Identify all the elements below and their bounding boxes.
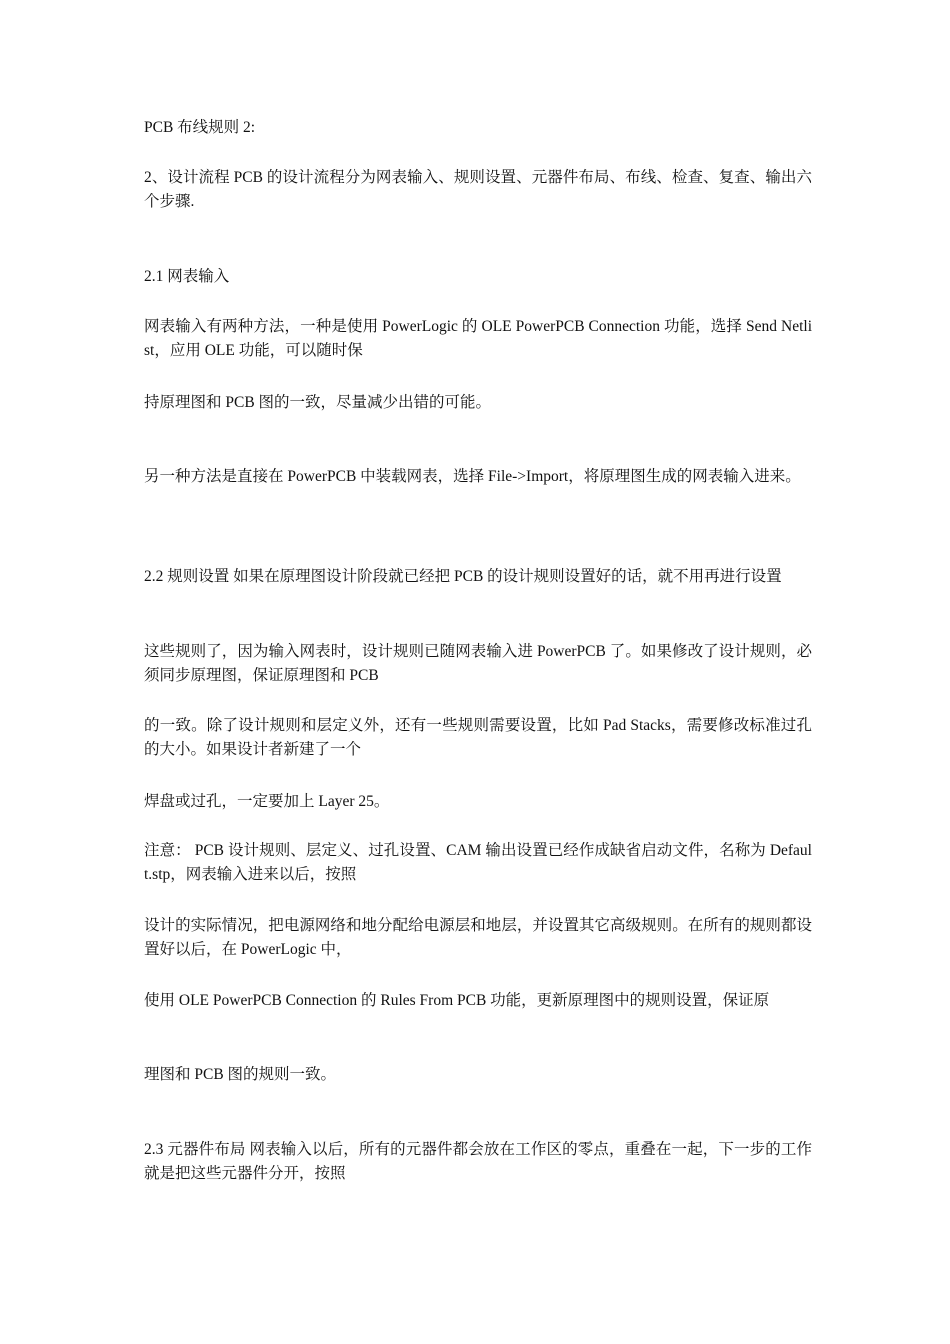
paragraph-rules-from-pcb: 使用 OLE PowerPCB Connection 的 Rules From PCB 功能，更新原理图中的规则设置，保证原 xyxy=(144,992,770,1009)
paragraph-rules-sync: 这些规则了，因为输入网表时，设计规则已随网表输入进 PowerPCB 了。如果修改了设计规则，必须同步原理图，保证原理图和 PCB xyxy=(144,643,812,684)
section-heading-component-placement: 2.3 元器件布局 网表输入以后，所有的元器件都会放在工作区的零点，重叠在一起，下一步的工作就是把这些元器件分开，按照 xyxy=(144,1141,812,1182)
paragraph-note-default-stp: 注意： PCB 设计规则、层定义、过孔设置、CAM 输出设置已经作成缺省启动文件，名称为 Default.stp，网表输入进来以后，按照 xyxy=(144,842,812,883)
paragraph-netlist-import: 另一种方法是直接在 PowerPCB 中装载网表，选择 File->Import，将原理图生成的网表输入进来。 xyxy=(144,468,801,485)
section-heading-rule-settings: 2.2 规则设置 如果在原理图设计阶段就已经把 PCB 的设计规则设置好的话，就不用再进行设置 xyxy=(144,568,782,585)
paragraph-rules-consistency: 理图和 PCB 图的规则一致。 xyxy=(144,1066,337,1083)
paragraph-netlist-methods: 网表输入有两种方法，一种是使用 PowerLogic 的 OLE PowerPCB Connection 功能，选择 Send Netlist，应用 OLE 功能，可以随时保 xyxy=(144,318,812,359)
paragraph-layer-25: 焊盘或过孔，一定要加上 Layer 25。 xyxy=(144,793,390,810)
section-heading-netlist-input: 2.1 网表输入 xyxy=(144,268,230,285)
paragraph-power-ground-layers: 设计的实际情况，把电源网络和地分配给电源层和地层，并设置其它高级规则。在所有的规则都设置好以后，在 PowerLogic 中， xyxy=(144,917,812,958)
paragraph-pad-stacks: 的一致。除了设计规则和层定义外，还有一些规则需要设置，比如 Pad Stacks，需要修改标准过孔的大小。如果设计者新建了一个 xyxy=(144,717,812,758)
document-title: PCB 布线规则 2: xyxy=(144,119,256,136)
paragraph-netlist-consistency: 持原理图和 PCB 图的一致，尽量减少出错的可能。 xyxy=(144,394,492,411)
paragraph-design-flow: 2、设计流程 PCB 的设计流程分为网表输入、规则设置、元器件布局、布线、检查、复查、输出六个步骤. xyxy=(144,169,812,210)
